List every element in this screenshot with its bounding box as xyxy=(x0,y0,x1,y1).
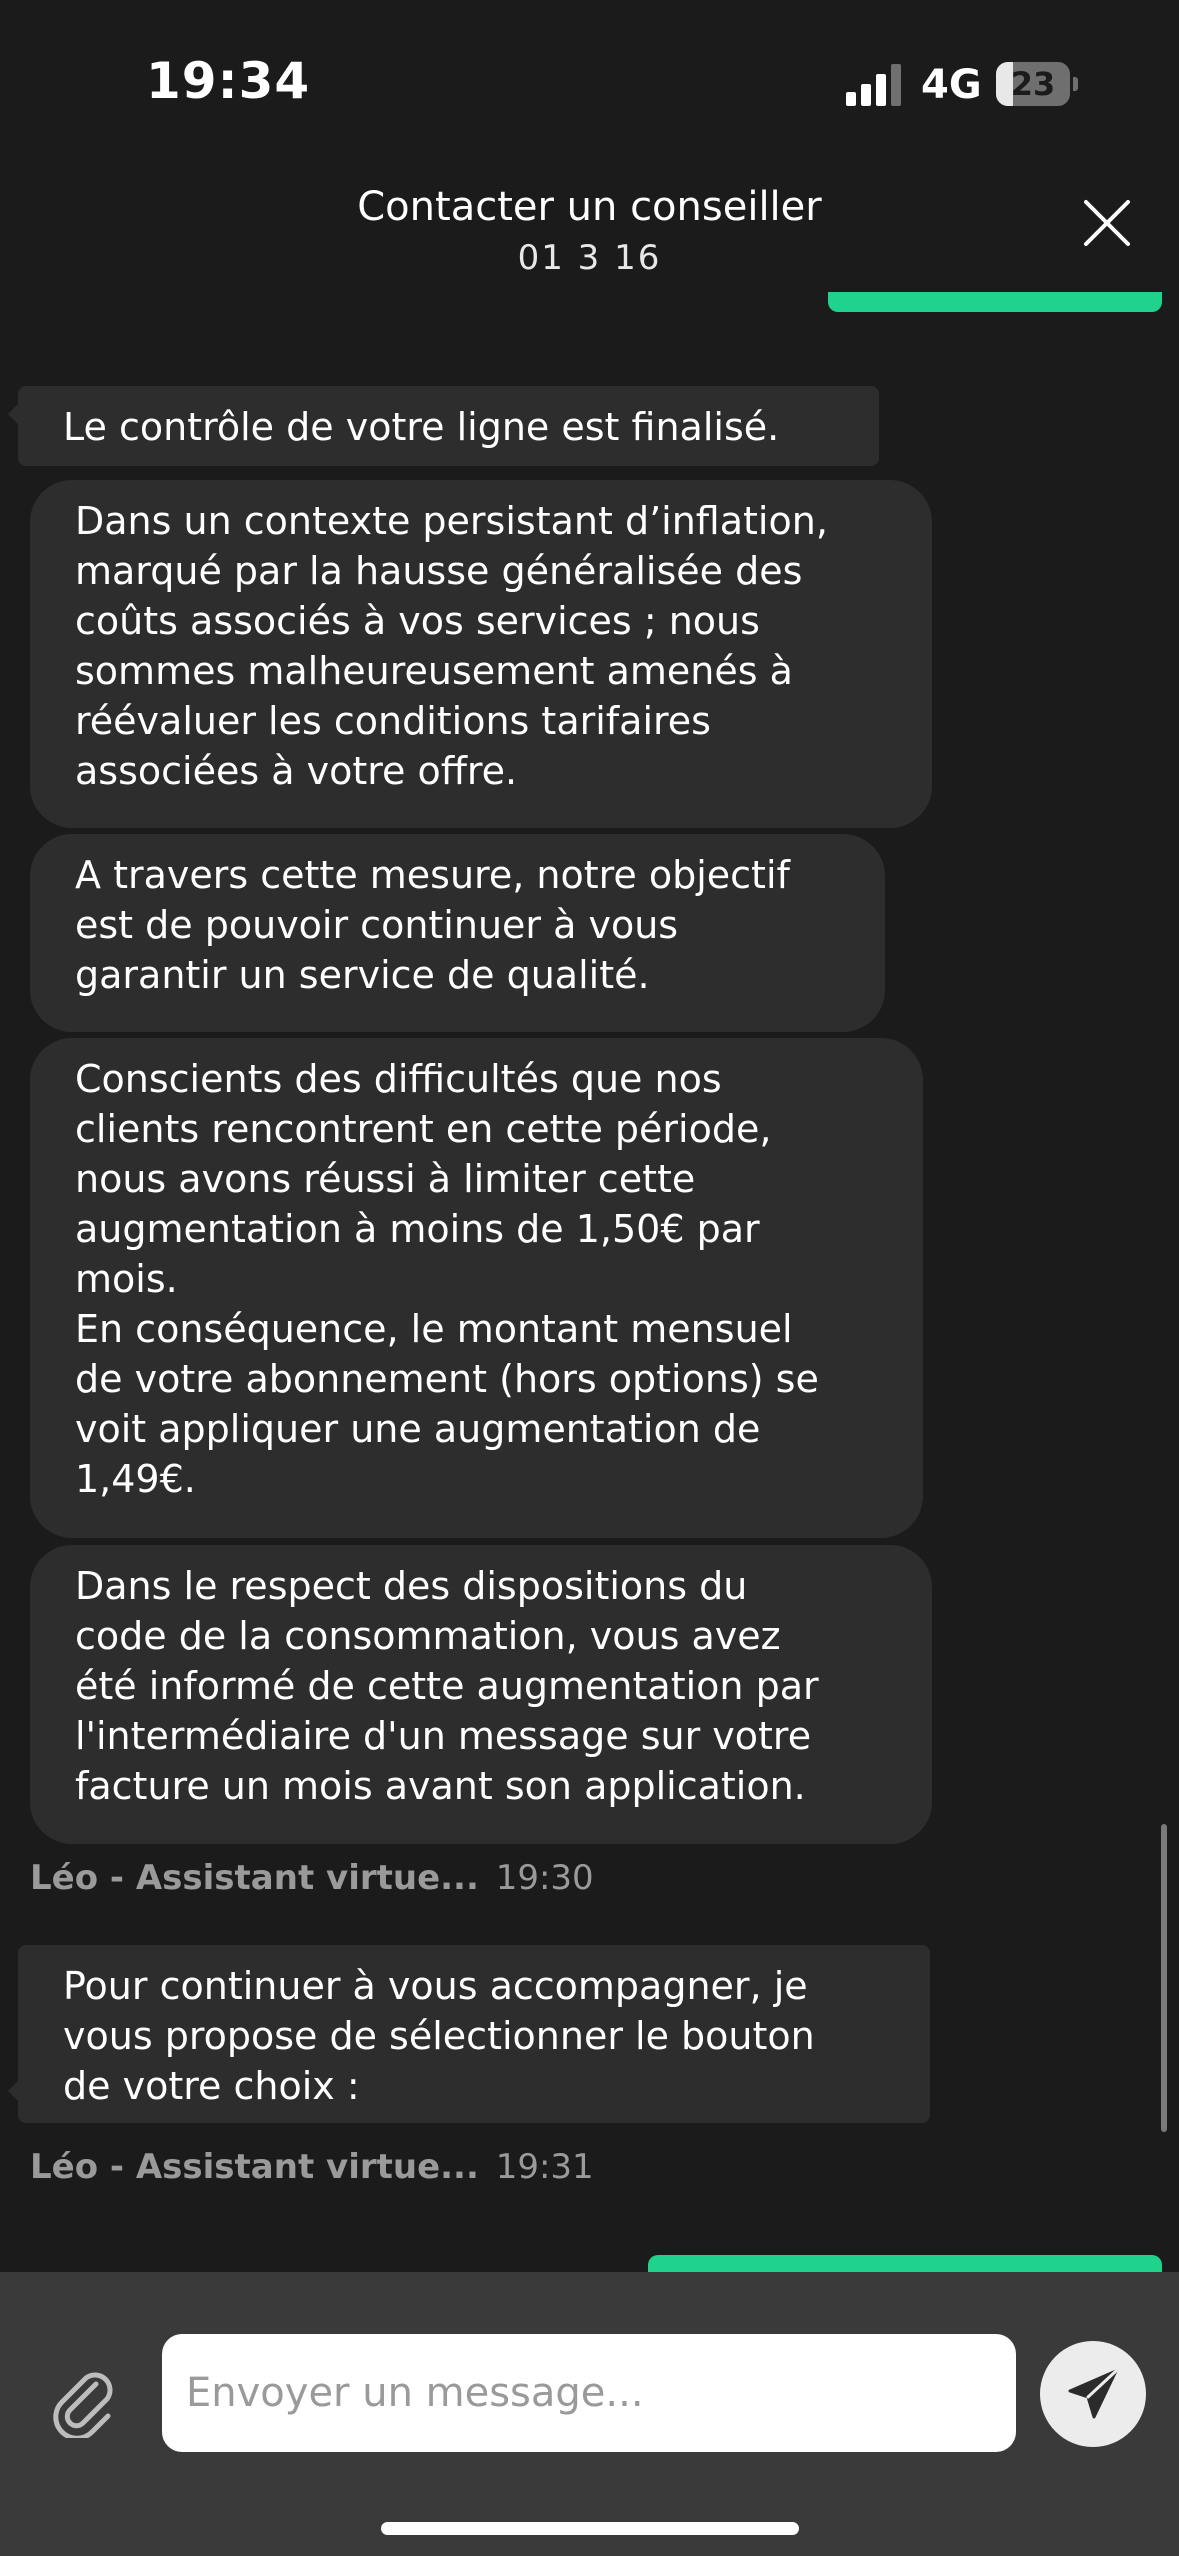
battery-icon xyxy=(996,62,1078,106)
header-accent-bar xyxy=(828,292,1162,312)
network-label: 4G xyxy=(921,62,982,108)
message-time: 19:31 xyxy=(495,2147,594,2187)
home-indicator xyxy=(381,2522,799,2535)
chat-message: Dans le respect des dispositions du code de la consommation, vous avez été informé de cette augmentation par l'intermédiaire d'un message sur votre facture un mois avant son application. xyxy=(30,1545,932,1844)
message-input[interactable] xyxy=(162,2334,1016,2452)
message-meta xyxy=(30,2147,594,2187)
message-meta xyxy=(30,1858,594,1898)
battery-nub xyxy=(1073,77,1078,91)
signal-icon xyxy=(846,64,904,106)
attach-button[interactable] xyxy=(46,2362,122,2438)
scrollbar[interactable] xyxy=(1161,1824,1167,2132)
send-icon xyxy=(1064,2365,1122,2423)
chat-message: Dans un contexte persistant d’inflation, marqué par la hausse généralisée des coûts associés à vos services ; nous sommes malheureusement amenés à réévaluer les conditions tarifaires associées à votre offre. xyxy=(30,480,932,828)
close-icon xyxy=(1076,198,1136,250)
status-time: 19:34 xyxy=(146,52,311,110)
phone-number: 01 3 16 xyxy=(517,238,662,278)
send-button[interactable] xyxy=(1040,2341,1146,2447)
message-sender: Léo - Assistant virtue... xyxy=(30,2147,479,2187)
close-button[interactable] xyxy=(1076,198,1136,250)
battery-level: 23 xyxy=(1010,65,1056,103)
chat-message: Le contrôle de votre ligne est finalisé. xyxy=(18,386,879,466)
page-title: Contacter un conseiller xyxy=(357,184,822,230)
message-sender: Léo - Assistant virtue... xyxy=(30,1858,479,1898)
status-bar xyxy=(0,0,1179,150)
paperclip-icon xyxy=(46,2362,122,2438)
chat-message: A travers cette mesure, notre objectif est de pouvoir continuer à vous garantir un service de qualité. xyxy=(30,834,885,1032)
chat-message: Pour continuer à vous accompagner, je vous propose de sélectionner le bouton de votre choix : xyxy=(18,1945,930,2123)
message-time: 19:30 xyxy=(495,1858,594,1898)
chat-message: Conscients des difficultés que nos clients rencontrent en cette période, nous avons réussi à limiter cette augmentation à moins de 1,50€ par mois. En conséquence, le montant mensuel de votre abonnement (hors options) se voit appliquer une augmentation de 1,49€. xyxy=(30,1038,923,1538)
